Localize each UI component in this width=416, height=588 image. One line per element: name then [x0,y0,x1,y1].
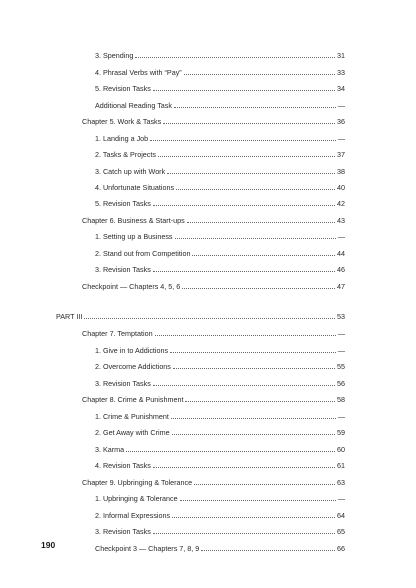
leader-dots [173,368,335,369]
toc-entry-page: 47 [337,282,345,291]
toc-entry-title: Checkpoint 3 — Chapters 7, 8, 9 [95,544,200,553]
toc-entry-page: 34 [337,84,345,93]
toc-entry-page: 31 [337,51,345,60]
page-number: 190 [41,540,56,550]
toc-entry-page: 53 [337,312,345,321]
toc-entry-page: — [337,412,345,421]
toc-entry [82,277,345,291]
toc-entry [95,374,345,388]
toc-entry-title: 5. Revision Tasks [95,199,151,208]
leader-dots [153,205,335,206]
toc-entry [95,440,345,454]
leader-dots [153,467,335,468]
toc-entry [95,357,345,371]
toc-entry-title: 1. Upbringing & Tolerance [95,494,178,503]
toc-entry-title: 2. Stand out from Competition [95,249,191,258]
toc-entry-page: 46 [337,265,345,274]
toc-entry [95,145,345,159]
toc-entry-page: 55 [337,362,345,371]
toc-entry-title: Chapter 8. Crime & Punishment [82,395,184,404]
toc-entry [95,96,345,110]
toc-entry-title: PART III [56,312,83,321]
toc-entry-title: 3. Karma [95,445,125,454]
toc-entry [56,307,345,321]
toc-entry [82,211,345,225]
toc-entry [95,456,345,470]
toc-entry-page: 36 [337,117,345,126]
toc-entry-title: 3. Spending [95,51,134,60]
toc-entry [82,324,345,338]
toc-entry [82,390,345,404]
toc-entry [95,129,345,143]
toc-entry-page: 61 [337,461,345,470]
leader-dots [175,238,336,239]
toc-entry [95,162,345,176]
leader-dots [172,434,335,435]
toc-entry [95,227,345,241]
leader-dots [182,288,335,289]
toc-entry-page: 38 [337,167,345,176]
toc-entry-title: Chapter 6. Business & Start-ups [82,216,185,225]
leader-dots [84,318,335,319]
leader-dots [201,550,335,551]
leader-dots [176,189,335,190]
toc-entry-title: 1. Setting up a Business [95,232,173,241]
toc-entry [95,63,345,77]
leader-dots [174,107,336,108]
toc-entry [95,79,345,93]
leader-dots [180,500,336,501]
toc-entry [95,244,345,258]
toc-entry-page: 44 [337,249,345,258]
leader-dots [184,74,335,75]
leader-dots [153,533,335,534]
toc-entry-page: 42 [337,199,345,208]
toc-entry-title: 4. Unfortunate Situations [95,183,175,192]
toc-entry-page: 66 [337,544,345,553]
toc-entry-title: Chapter 5. Work & Tasks [82,117,162,126]
toc-entry-page: — [337,329,345,338]
toc-entry-title: 1. Give in to Addictions [95,346,169,355]
toc-entry [95,506,345,520]
toc-entry [95,194,345,208]
toc-entry-title: 4. Revision Tasks [95,461,151,470]
toc-entry-page: 37 [337,150,345,159]
toc-entry-page: — [337,101,345,110]
toc-entry-page: 63 [337,478,345,487]
toc-entry [95,407,345,421]
toc-entry-page: 59 [337,428,345,437]
leader-dots [185,401,335,402]
leader-dots [167,173,335,174]
leader-dots [155,335,336,336]
toc-entry-title: Additional Reading Task [95,101,172,110]
toc-entry-title: 2. Get Away with Crime [95,428,170,437]
toc-entry-title: 2. Tasks & Projects [95,150,156,159]
toc-entry-page: 43 [337,216,345,225]
leader-dots [153,271,335,272]
toc-entry-page: 60 [337,445,345,454]
toc-entry [95,522,345,536]
toc-entry [82,112,345,126]
toc-entry [95,46,345,60]
leader-dots [192,255,335,256]
toc-entry-title: 3. Revision Tasks [95,379,151,388]
toc-entry-title: 3. Catch up with Work [95,167,166,176]
toc-entry-page: — [337,134,345,143]
leader-dots [126,451,335,452]
leader-dots [135,57,335,58]
toc-entry [95,341,345,355]
toc-entry-page: 40 [337,183,345,192]
leader-dots [158,156,335,157]
toc-entry-title: 1. Landing a Job [95,134,149,143]
toc-entry-title: 2. Overcome Addictions [95,362,171,371]
leader-dots [153,90,335,91]
toc-entry [95,423,345,437]
toc-entry-title: 2. Informal Expressions [95,511,171,520]
leader-dots [194,484,335,485]
toc-entry [95,539,345,553]
leader-dots [153,385,335,386]
toc-entry-title: 1. Crime & Punishment [95,412,169,421]
toc-entry-page: 33 [337,68,345,77]
leader-dots [163,123,335,124]
toc-entry-title: 3. Revision Tasks [95,527,151,536]
toc-entry-page: — [337,346,345,355]
toc-entry-title: 5. Revision Tasks [95,84,151,93]
toc-entry-title: 4. Phrasal Verbs with “Pay” [95,68,182,77]
toc-entry-page: — [337,494,345,503]
leader-dots [170,352,336,353]
toc-entry-title: 3. Revision Tasks [95,265,151,274]
toc-entry [95,260,345,274]
toc-entry [82,473,345,487]
toc-entry-title: Chapter 9. Upbringing & Tolerance [82,478,193,487]
leader-dots [150,140,336,141]
leader-dots [171,418,336,419]
toc-entry [95,178,345,192]
leader-dots [187,222,335,223]
toc-entry-title: Chapter 7. Temptation [82,329,153,338]
toc-entry-page: 64 [337,511,345,520]
toc-entry-page: 65 [337,527,345,536]
toc-entry-title: Checkpoint — Chapters 4, 5, 6 [82,282,181,291]
toc-entry-page: 58 [337,395,345,404]
toc-entry-page: — [337,232,345,241]
leader-dots [172,517,335,518]
toc-entry-page: 56 [337,379,345,388]
toc-entry [95,489,345,503]
